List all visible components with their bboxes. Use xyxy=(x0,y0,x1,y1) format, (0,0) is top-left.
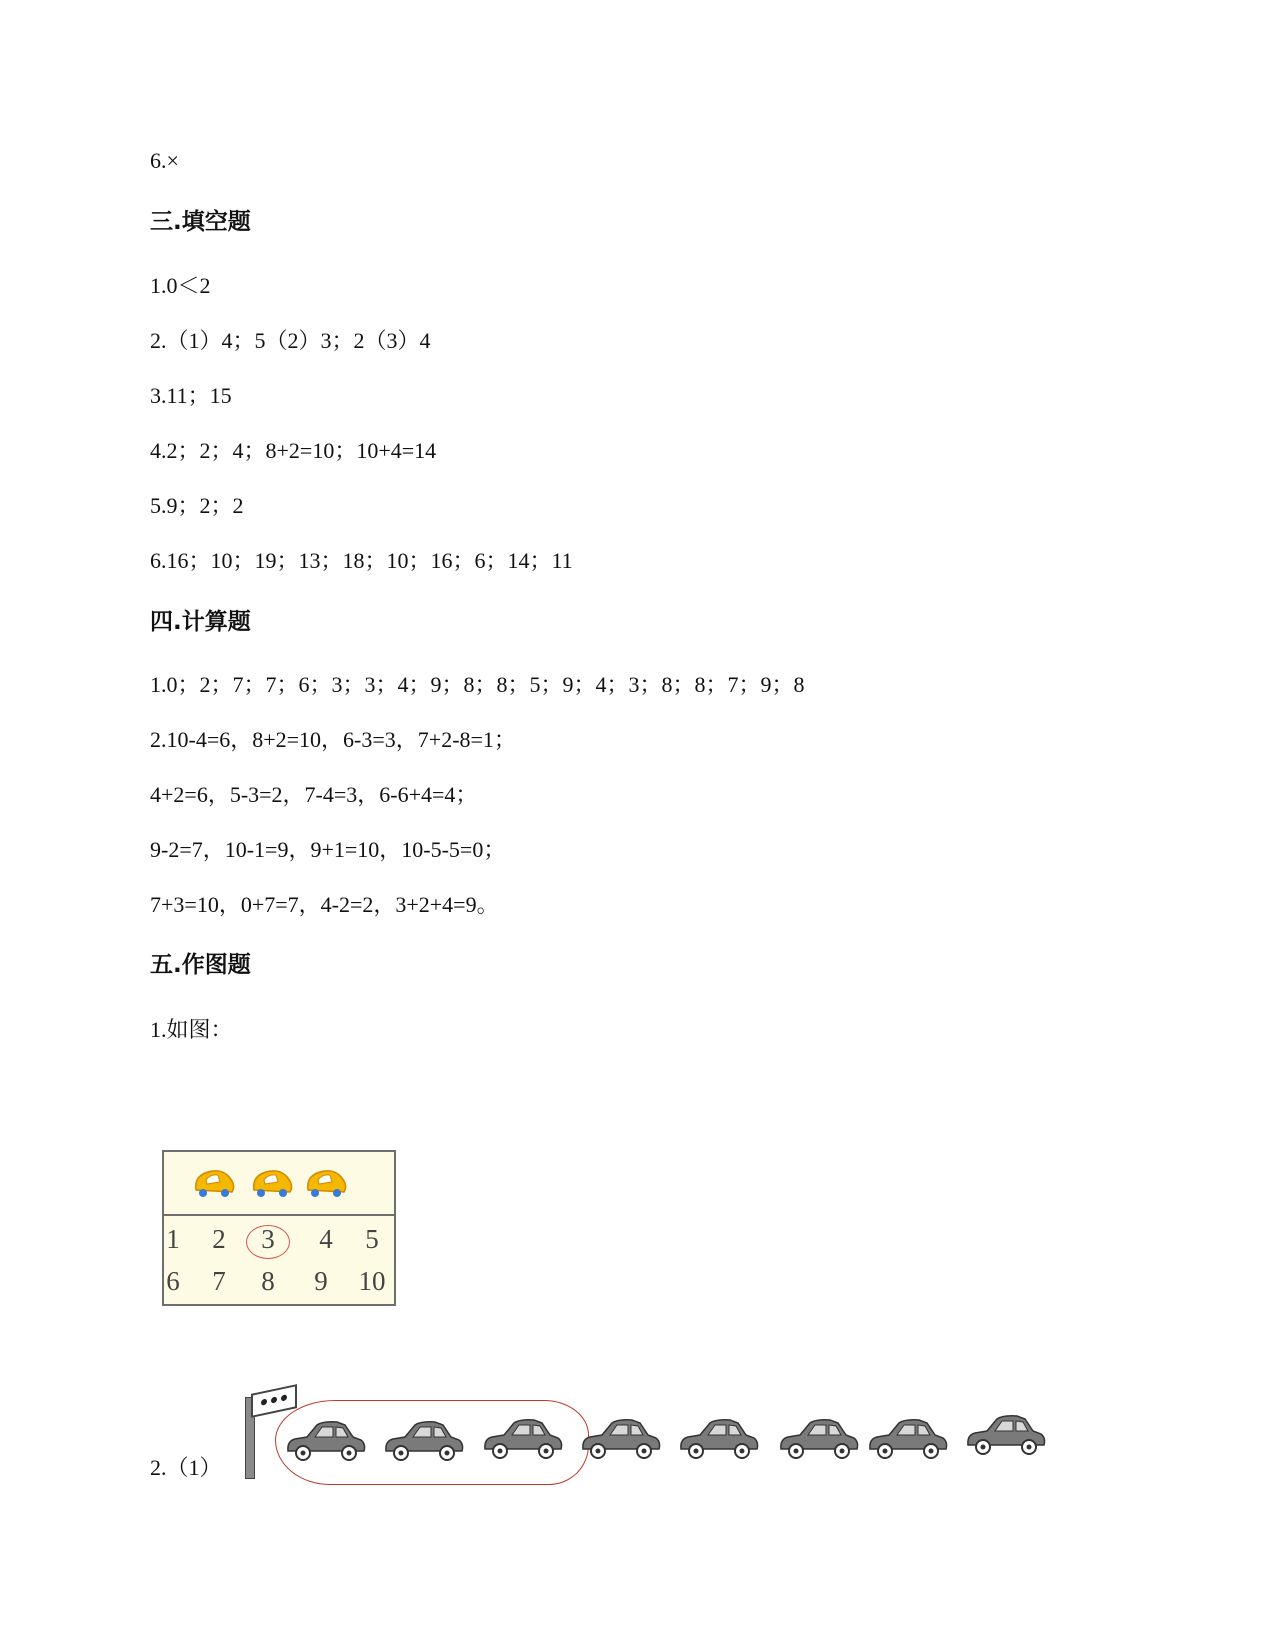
gray-car-icon xyxy=(580,1415,662,1463)
calc-answer-2a: 2.10-4=6，8+2=10，6-3=3，7+2-8=1； xyxy=(150,727,516,752)
number-6: 6 xyxy=(166,1266,180,1296)
yellow-car-icon xyxy=(250,1166,294,1200)
car-row xyxy=(164,1152,394,1216)
gray-car-icon xyxy=(678,1415,760,1463)
calc-answer-2b: 4+2=6，5-3=2，7-4=3，6-6+4=4； xyxy=(150,782,478,807)
cars-figure xyxy=(245,1375,1095,1495)
number-10: 10 xyxy=(358,1266,386,1296)
yellow-car-icon xyxy=(192,1166,236,1200)
fill-answer-6: 6.16；10；19；13；18；10；16；6；14；11 xyxy=(150,548,573,573)
number-8: 8 xyxy=(261,1266,275,1296)
section-4-heading: 四.计算题 xyxy=(150,609,251,635)
gray-car-icon xyxy=(383,1417,465,1465)
number-2: 2 xyxy=(212,1224,226,1254)
number-box-figure xyxy=(162,1150,396,1306)
gray-car-icon xyxy=(778,1415,860,1463)
draw-answer-2: 2.（1） xyxy=(150,1455,222,1480)
gray-car-icon xyxy=(482,1415,564,1463)
fill-answer-1: 1.0＜2 xyxy=(150,273,211,298)
calc-answer-2c: 9-2=7，10-1=9，9+1=10，10-5-5=0； xyxy=(150,837,506,862)
answer-6: 6.× xyxy=(150,148,179,173)
number-3: 3 xyxy=(261,1224,275,1254)
number-7: 7 xyxy=(212,1266,226,1296)
fill-answer-3: 3.11；15 xyxy=(150,383,232,408)
section-5-heading: 五.作图题 xyxy=(150,952,251,978)
calc-answer-1: 1.0；2；7；7；6；3；3；4；9；8；8；5；9；4；3；8；8；7；9；8 xyxy=(150,672,805,697)
number-4: 4 xyxy=(319,1224,333,1254)
fill-answer-2: 2.（1）4；5（2）3；2（3）4 xyxy=(150,328,431,353)
number-9: 9 xyxy=(314,1266,328,1296)
fill-answer-5: 5.9；2；2 xyxy=(150,493,244,518)
gray-car-icon xyxy=(285,1417,367,1465)
number-1: 1 xyxy=(166,1224,180,1254)
fill-answer-4: 4.2；2；4；8+2=10；10+4=14 xyxy=(150,438,437,463)
draw-answer-1: 1.如图： xyxy=(150,1017,233,1042)
gray-car-icon xyxy=(867,1415,949,1463)
calc-answer-2d: 7+3=10，0+7=7，4-2=2，3+2+4=9。 xyxy=(150,892,499,917)
yellow-car-icon xyxy=(304,1166,348,1200)
gray-car-icon xyxy=(965,1411,1047,1459)
section-3-heading: 三.填空题 xyxy=(150,209,251,235)
number-5: 5 xyxy=(365,1224,379,1254)
